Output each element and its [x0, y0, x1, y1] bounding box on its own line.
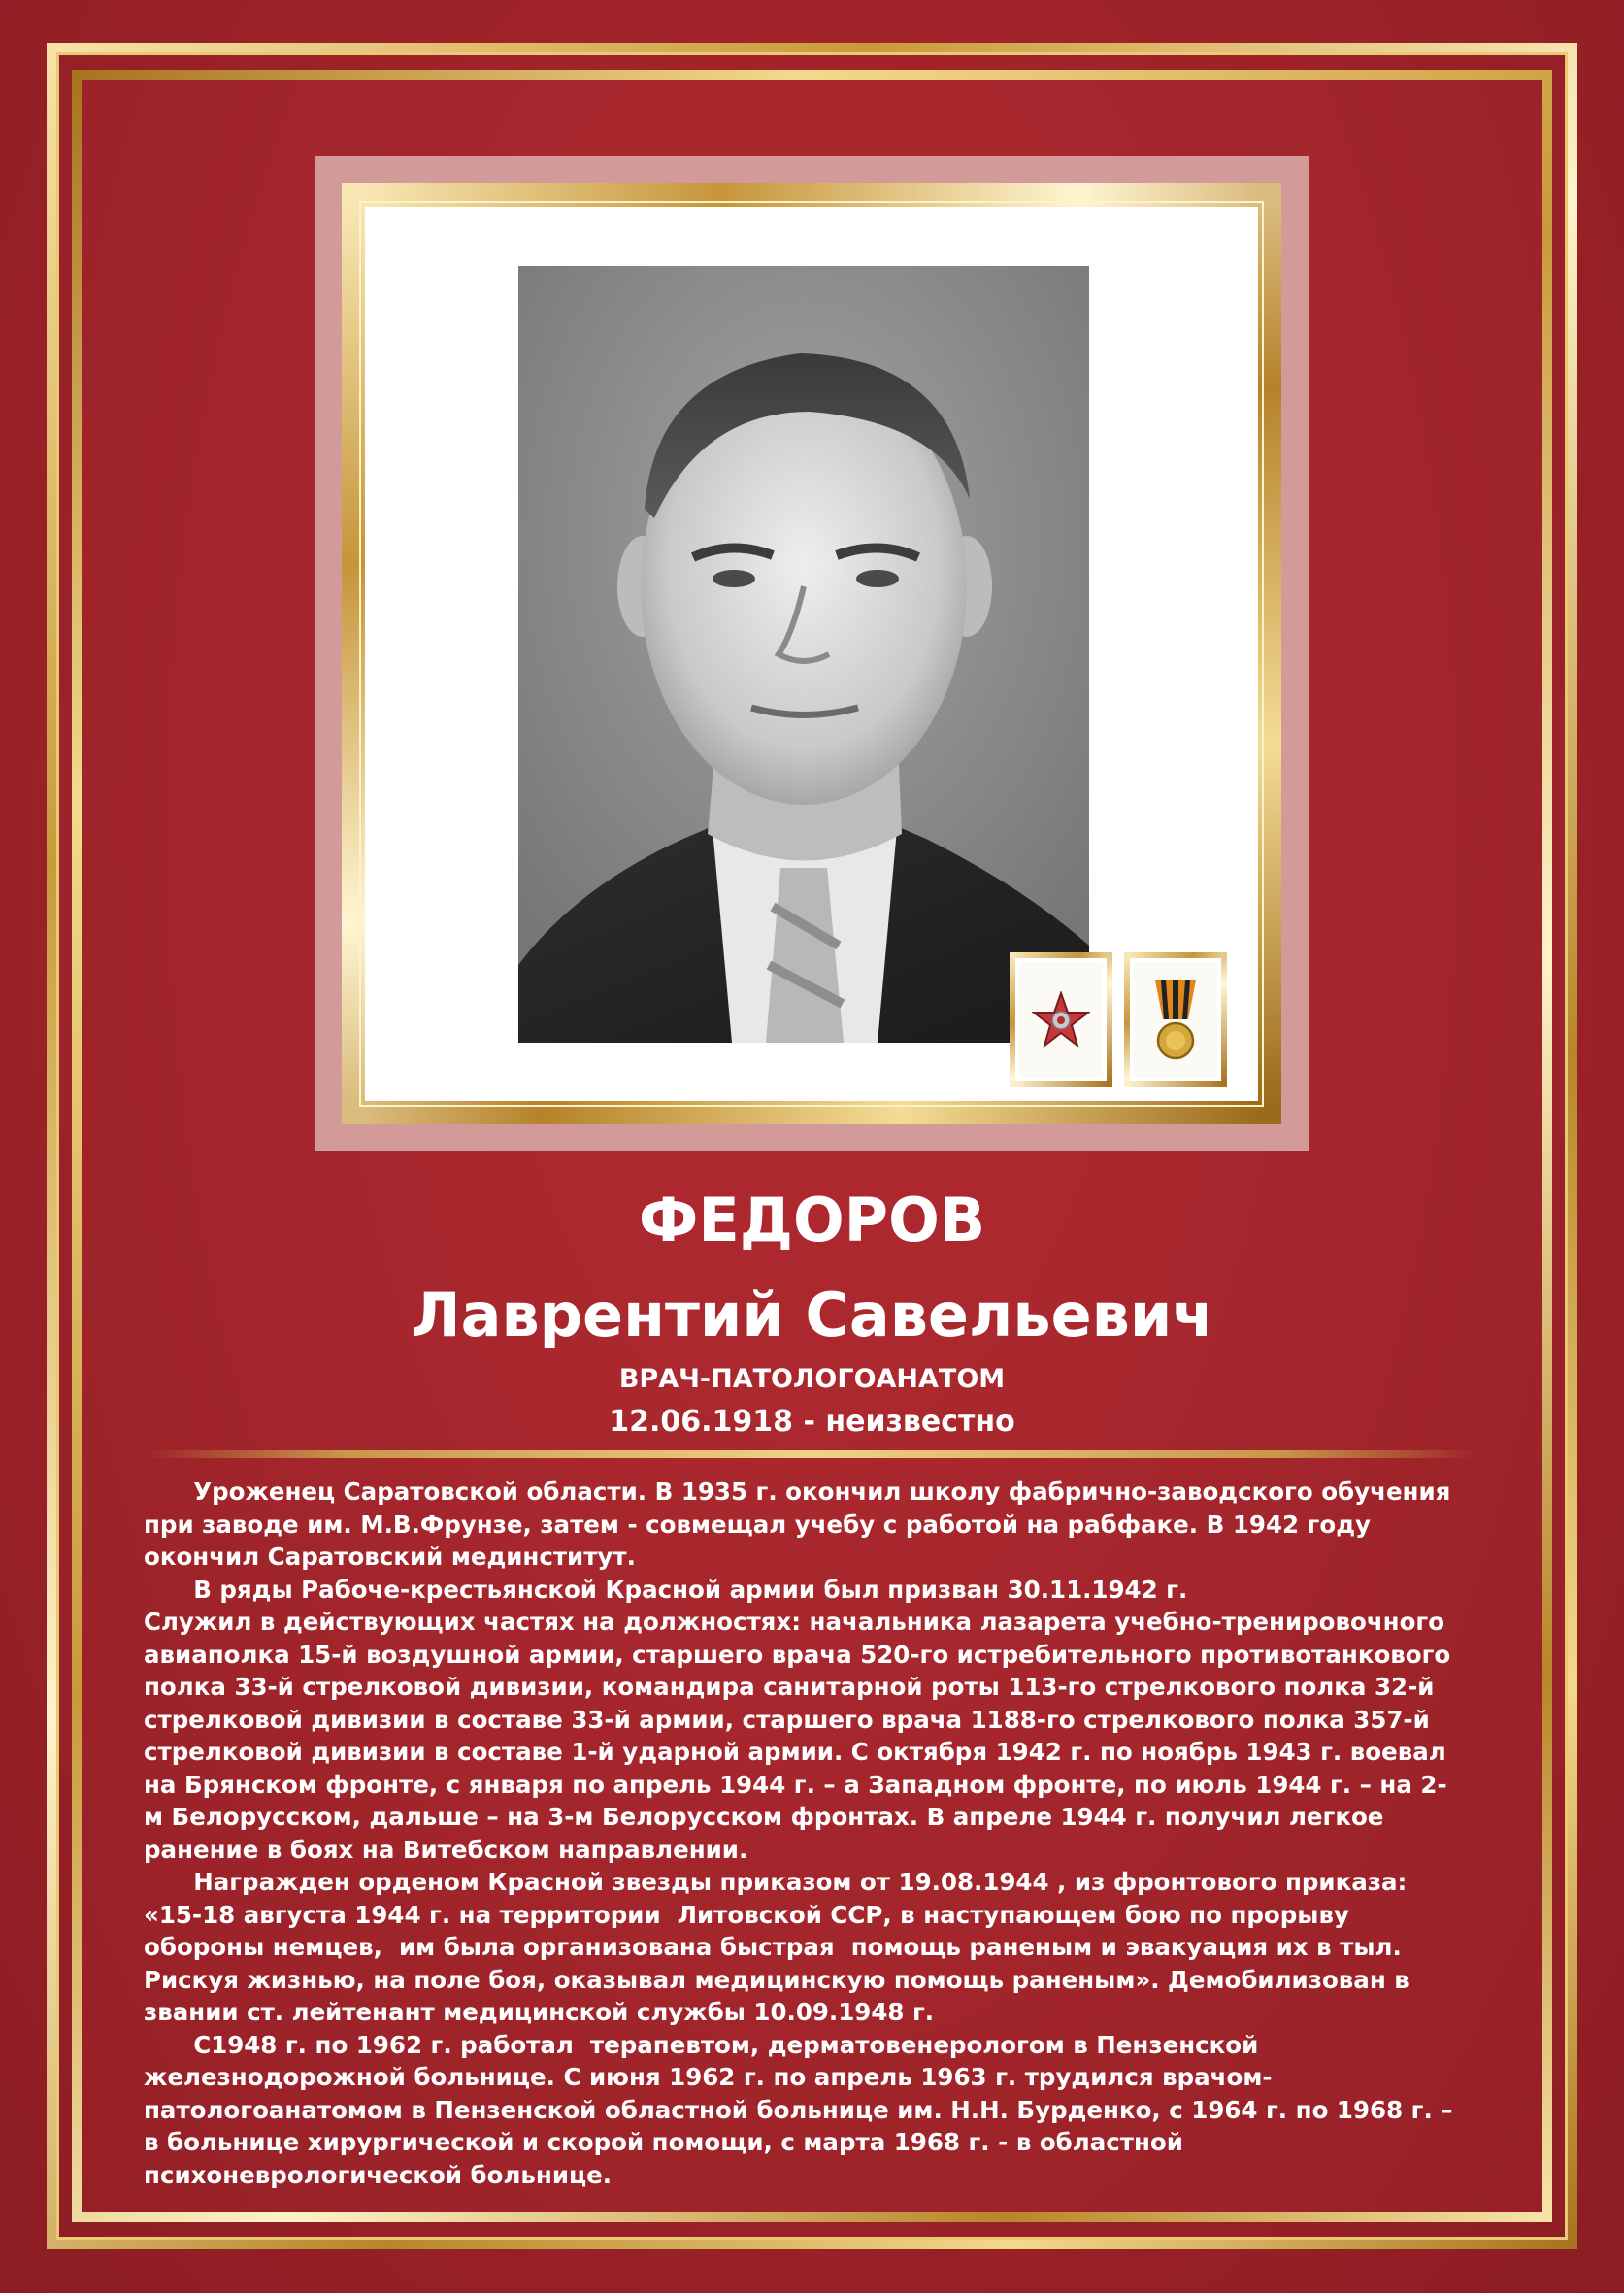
bio-line: железнодорожной больнице. С июня 1962 г. по апрель 1963 г. трудился врачом-	[144, 2063, 1273, 2091]
bio-line: «15-18 августа 1944 г. на территории Литовской ССР, в наступающем бою по прорыву	[144, 1900, 1349, 1929]
bio-line: Награжден орденом Красной звезды приказом от 19.08.1944 , из фронтового приказа:	[144, 1868, 1408, 1896]
bio-line: звании ст. лейтенант медицинской службы 10.09.1948 г.	[144, 1998, 935, 2026]
biography-text	[144, 1476, 1488, 2191]
person-life-dates: 12.06.1918 - неизвестно	[609, 1405, 1015, 1439]
portrait-photo	[518, 266, 1089, 1043]
bio-line: авиаполка 15-й воздушной армии, старшего врача 520-го истребительного противотанкового	[144, 1640, 1451, 1669]
bio-line: стрелковой дивизии в составе 33-й армии, старшего врача 1188-го стрелкового полка 357-й	[144, 1705, 1430, 1734]
bio-line: Уроженец Саратовской области. В 1935 г. окончил школу фабрично-заводского обучения	[144, 1478, 1451, 1506]
bio-line: С1948 г. по 1962 г. работал терапевтом, дерматовенерологом в Пензенской	[144, 2030, 1259, 2059]
bio-line: В ряды Рабоче-крестьянской Красной армии был призван 30.11.1942 г.	[144, 1575, 1188, 1604]
bio-line: патологоанатомом в Пензенской областной больнице им. Н.Н. Бурденко, с 1964 г. по 1968 г. –	[144, 2095, 1453, 2124]
bio-line: на Брянском фронте, с января по апрель 1944 г. – а Западном фронте, по июль 1944 г. – на 2-	[144, 1770, 1447, 1799]
bio-line: окончил Саратовский мединститут.	[144, 1543, 636, 1571]
bio-line: психоневрологической больнице.	[144, 2160, 613, 2189]
bio-line: Служил в действующих частях на должностях: начальника лазарета учебно-тренировочного	[144, 1608, 1445, 1636]
bio-line: ранение в боях на Витебском направлении.	[144, 1835, 748, 1864]
bio-line: при заводе им. М.В.Фрунзе, затем - совмещал учебу с работой на рабфаке. В 1942 году	[144, 1510, 1371, 1539]
medal-victory-frame	[1124, 952, 1227, 1087]
bio-line: м Белорусском, дальше – на 3-м Белорусском фронтах. В апреле 1944 г. получил легкое	[144, 1803, 1384, 1831]
person-name-patronymic: Лаврентий Савельевич	[411, 1279, 1213, 1350]
gold-divider	[146, 1450, 1478, 1458]
medal-victory-over-germany-icon	[1149, 977, 1202, 1064]
bio-line: стрелковой дивизии в составе 1-й ударной армии. С октября 1942 г. по ноябрь 1943 г. воевал	[144, 1738, 1446, 1766]
person-surname: ФЕДОРОВ	[638, 1184, 986, 1255]
order-red-star-icon	[1032, 991, 1090, 1049]
person-profession: ВРАЧ-ПАТОЛОГОАНАТОМ	[618, 1364, 1006, 1394]
bio-line: полка 33-й стрелковой дивизии, командира санитарной роты 113-го стрелкового полка 32-й	[144, 1673, 1435, 1701]
bio-line: Рискуя жизнью, на поле боя, оказывал медицинскую помощь раненым». Демобилизован в	[144, 1965, 1409, 1994]
order-red-star-frame	[1010, 952, 1112, 1087]
bio-line: в больнице хирургической и скорой помощи, с марта 1968 г. - в областной	[144, 2128, 1183, 2156]
bio-line: обороны немцев, им была организована быстрая помощь раненым и эвакуация их в тыл.	[144, 1933, 1402, 1961]
